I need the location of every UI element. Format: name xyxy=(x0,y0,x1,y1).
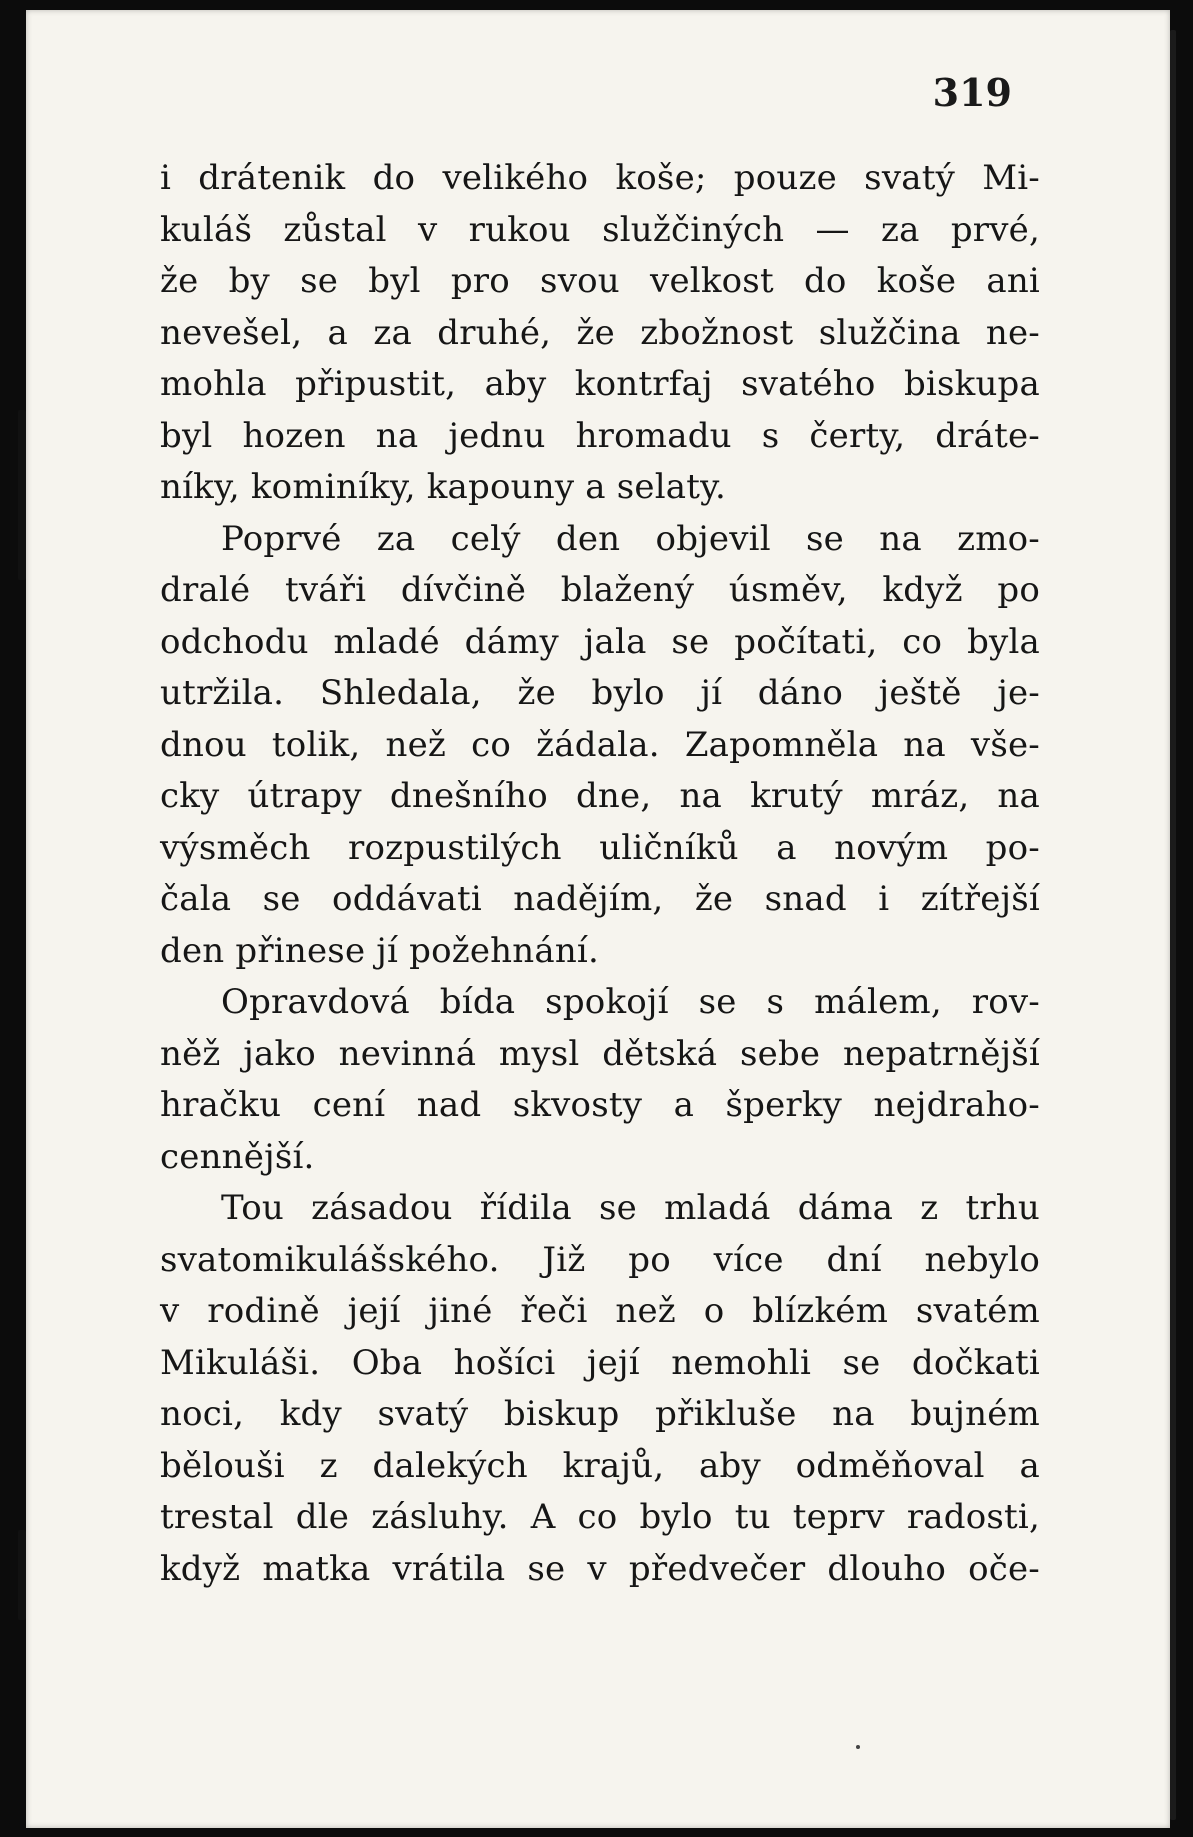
text-line: mohla připustit, aby kontrfaj svatého biskupa xyxy=(160,364,1040,404)
text-line: byl hozen na jednu hromadu s čerty, dráte- xyxy=(160,415,1040,456)
text-line: bělouši z dalekých krajů, aby odměňoval a xyxy=(160,1445,1040,1486)
left-edge-mark-bottom xyxy=(18,1530,26,1620)
text-line: níky, kominíky, kapouny a selaty. xyxy=(160,467,727,507)
right-edge-mark xyxy=(1170,30,1176,1820)
body-text xyxy=(160,153,1040,1595)
text-line: svatomikulášského. Již po více dní nebylo xyxy=(160,1239,1040,1280)
page-number: 319 xyxy=(932,70,1012,115)
text-line: Mikuláši. Oba hošíci její nemohli se dočkati xyxy=(160,1342,1040,1383)
text-line: noci, kdy svatý biskup přikluše na bujném xyxy=(160,1394,1040,1434)
text-line: cennější. xyxy=(160,1136,315,1177)
text-line: Opravdová bída spokojí se s málem, rov- xyxy=(221,982,1040,1022)
text-line: kuláš zůstal v rukou služčiných — za prvé, xyxy=(160,209,1040,250)
paper-speck xyxy=(856,1745,860,1749)
text-line: Tou zásadou řídila se mladá dáma z trhu xyxy=(221,1188,1040,1228)
text-line: cky útrapy dnešního dne, na krutý mráz, na xyxy=(160,776,1040,816)
text-line: odchodu mladé dámy jala se počítati, co byla xyxy=(160,621,1040,662)
text-line: trestal dle zásluhy. A co bylo tu teprv radosti, xyxy=(160,1497,1040,1537)
text-line: hračku cení nad skvosty a šperky nejdraho- xyxy=(160,1085,1040,1125)
text-line: něž jako nevinná mysl dětská sebe nepatrnější xyxy=(160,1033,1040,1074)
left-edge-mark-top xyxy=(18,410,26,580)
text-line: den přinese jí požehnání. xyxy=(160,930,600,971)
book-page xyxy=(26,10,1170,1828)
text-line: nevešel, a za druhé, že zbožnost služčina ne- xyxy=(160,312,1040,353)
text-line: výsměch rozpustilých uličníků a novým po- xyxy=(160,827,1040,868)
text-line: dnou tolik, než co žádala. Zapomněla na vše- xyxy=(160,724,1040,765)
text-line: utržila. Shledala, že bylo jí dáno ještě je- xyxy=(160,673,1040,713)
text-line: i drátenik do velikého koše; pouze svatý Mi- xyxy=(160,158,1040,198)
text-line: že by se byl pro svou velkost do koše ani xyxy=(160,261,1040,301)
text-line: v rodině její jiné řeči než o blízkém svatém xyxy=(160,1291,1040,1331)
text-line: čala se oddávati nadějím, že snad i zítřejší xyxy=(160,879,1040,919)
text-line: dralé tváři dívčině blažený úsměv, když po xyxy=(160,570,1040,610)
text-line: když matka vrátila se v předvečer dlouho oče- xyxy=(160,1548,1040,1589)
text-line: Poprvé za celý den objevil se na zmo- xyxy=(221,518,1040,559)
